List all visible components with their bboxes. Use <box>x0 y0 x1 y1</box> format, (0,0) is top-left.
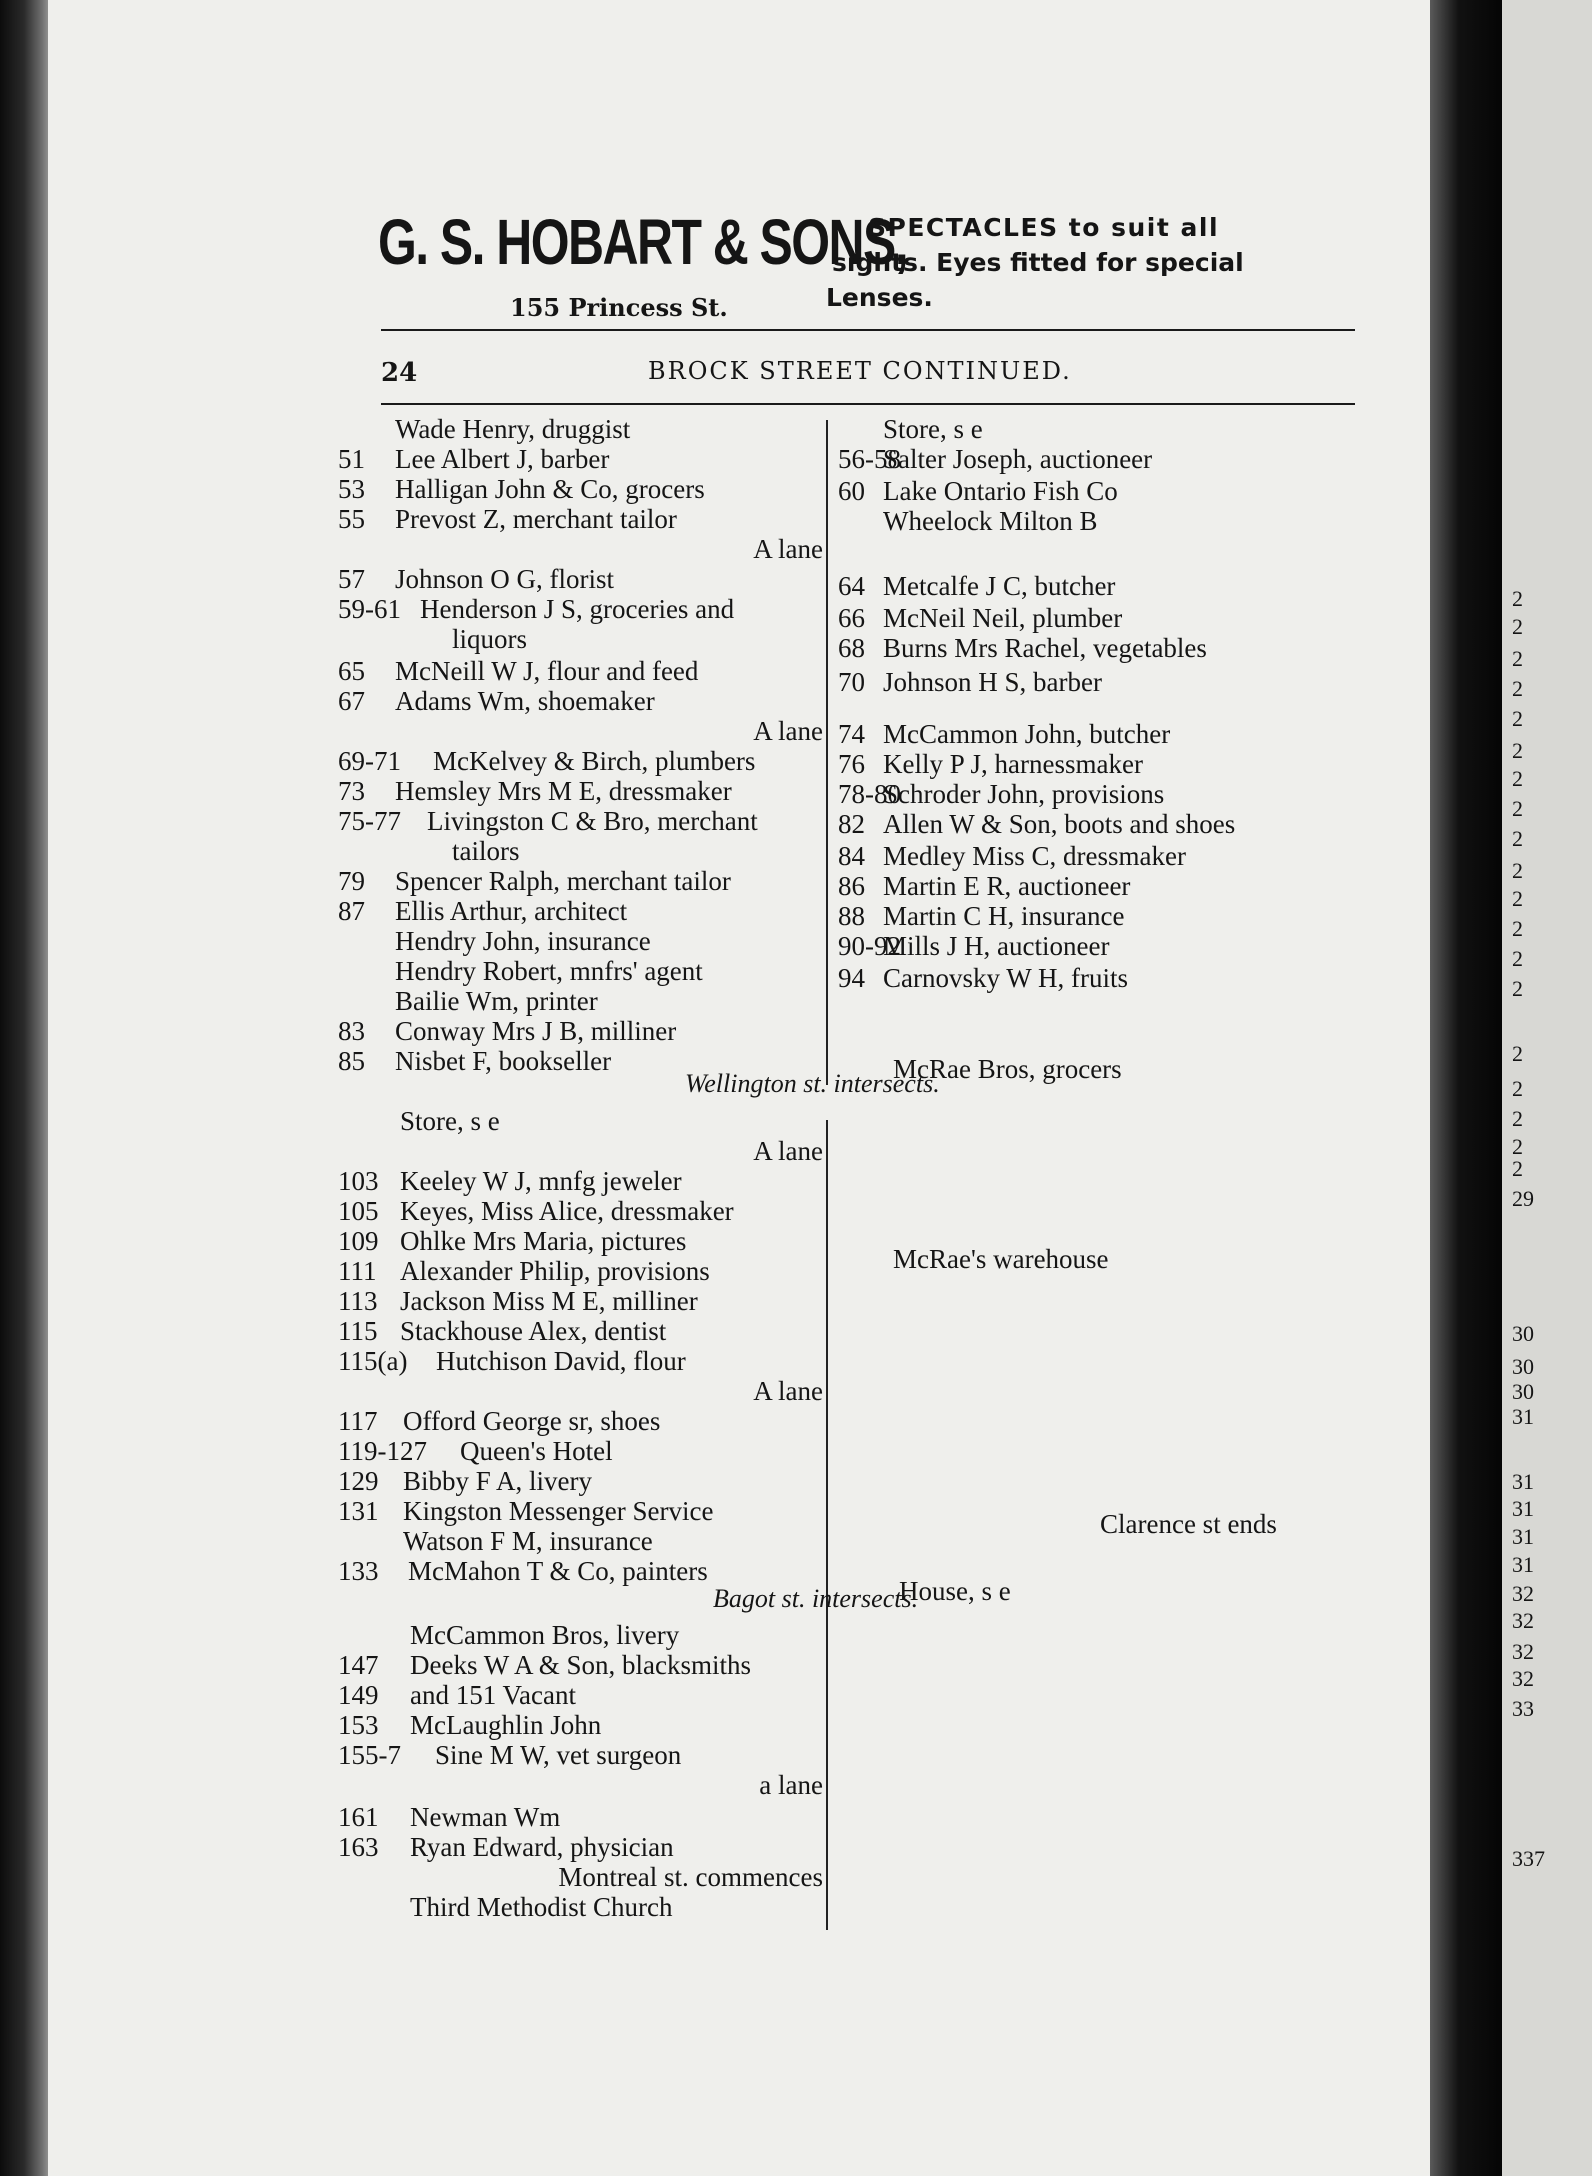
street-number: 115(a) <box>338 1346 408 1376</box>
left-directory-entry <box>338 1710 602 1740</box>
occupant-name: Ohlke Mrs Maria, pictures <box>400 1226 687 1256</box>
occupant-name: McRae Bros, grocers <box>893 1054 1122 1084</box>
adjacent-page-number-fragment: 2 <box>1512 706 1523 731</box>
adjacent-page-number-fragment: 2 <box>1512 1156 1523 1181</box>
occupant-name: Jackson Miss M E, milliner <box>400 1286 698 1316</box>
left-directory-entry <box>410 1892 672 1922</box>
street-number: 86 <box>838 871 865 901</box>
street-number: 129 <box>338 1466 379 1496</box>
street-number: 68 <box>838 633 865 663</box>
occupant-name: Johnson H S, barber <box>883 667 1102 697</box>
street-number: 76 <box>838 749 865 779</box>
street-number: 66 <box>838 603 865 633</box>
street-number: 55 <box>338 504 365 534</box>
left-directory-entry <box>338 474 705 504</box>
left-directory-entry <box>338 896 628 926</box>
occupant-name: Salter Joseph, auctioneer <box>883 444 1153 474</box>
adjacent-page-number-fragment: 2 <box>1512 946 1523 971</box>
occupant-name: Hemsley Mrs M E, dressmaker <box>395 776 732 806</box>
adjacent-page-number-fragment: 2 <box>1512 646 1523 671</box>
occupant-name: Conway Mrs J B, milliner <box>395 1016 677 1046</box>
right-directory-entry <box>838 476 1118 506</box>
occupant-name: McKelvey & Birch, plumbers <box>433 746 756 776</box>
occupant-name: McNeill W J, flour and feed <box>395 656 699 686</box>
left-directory-entry <box>338 776 732 806</box>
left-directory-entry <box>400 1106 500 1136</box>
street-number: 65 <box>338 656 365 686</box>
occupant-name: Johnson O G, florist <box>395 564 615 594</box>
left-directory-entry <box>338 444 610 474</box>
running-title: BROCK STREET CONTINUED. <box>648 357 1072 385</box>
street-number: 59-61 <box>338 594 401 624</box>
occupant-name: Hendry Robert, mnfrs' agent <box>395 956 703 986</box>
adjacent-page-number-fragment: 29 <box>1512 1186 1534 1211</box>
left-directory-entry <box>338 564 615 594</box>
adjacent-page-number-fragment: 31 <box>1512 1469 1534 1494</box>
left-directory-entry <box>338 1466 593 1496</box>
adjacent-page-number-fragment: 2 <box>1512 586 1523 611</box>
adjacent-page-number-fragment: 33 <box>1512 1696 1534 1721</box>
right-directory-entry <box>838 779 1165 809</box>
occupant-name: Ryan Edward, physician <box>410 1832 674 1862</box>
adjacent-page-number-fragment: 2 <box>1512 1041 1523 1066</box>
street-number: 70 <box>838 667 865 697</box>
occupant-name: liquors <box>452 624 528 654</box>
street-number: 147 <box>338 1650 379 1680</box>
adjacent-page-number-fragment: 2 <box>1512 1076 1523 1101</box>
adjacent-page-number-fragment: 31 <box>1512 1404 1534 1429</box>
occupant-name: Kingston Messenger Service <box>403 1496 714 1526</box>
left-directory-entry <box>395 414 630 444</box>
right-directory-entry <box>883 414 983 444</box>
intersection-label: Wellington st. intersects. <box>685 1069 940 1098</box>
street-number: 79 <box>338 866 365 896</box>
occupant-name: Deeks W A & Son, blacksmiths <box>410 1650 752 1680</box>
occupant-name: Martin E R, auctioneer <box>883 871 1131 901</box>
occupant-name: Henderson J S, groceries and <box>420 594 735 624</box>
left-directory-entry <box>452 836 520 866</box>
occupant-name: Wheelock Milton B <box>883 506 1098 536</box>
occupant-name: Sine M W, vet surgeon <box>435 1740 682 1770</box>
occupant-name: Hendry John, insurance <box>395 926 651 956</box>
street-number: 105 <box>338 1196 379 1226</box>
left-directory-entry <box>759 1770 823 1800</box>
left-directory-entry <box>338 1166 682 1196</box>
street-number: 51 <box>338 444 365 474</box>
column-divider <box>826 1120 828 1590</box>
street-number: 131 <box>338 1496 379 1526</box>
occupant-name: Watson F M, insurance <box>403 1526 653 1556</box>
adjacent-page-number-fragment: 337 <box>1512 1846 1545 1871</box>
street-number: 75-77 <box>338 806 401 836</box>
street-number: 85 <box>338 1046 365 1076</box>
ad-tagline-line-1: SPECTACLES to suit all <box>868 213 1220 242</box>
right-directory-entry <box>838 901 1125 931</box>
occupant-name: A lane <box>753 534 823 564</box>
left-directory-entry <box>338 504 677 534</box>
ad-tagline-line-3: Lenses. <box>826 283 933 312</box>
occupant-name: House, s e <box>899 1576 1011 1606</box>
occupant-name: Burns Mrs Rachel, vegetables <box>883 633 1207 663</box>
street-number: 149 <box>338 1680 379 1710</box>
occupant-name: Metcalfe J C, butcher <box>883 571 1116 601</box>
street-number: 90-92 <box>838 931 901 961</box>
left-directory-entry <box>338 1016 677 1046</box>
street-number: 82 <box>838 809 865 839</box>
street-number: 78-80 <box>838 779 901 809</box>
left-directory-entry <box>338 806 758 836</box>
left-directory-entry <box>452 624 527 654</box>
street-number: 94 <box>838 963 865 993</box>
adjacent-page-number-fragment: 2 <box>1512 858 1523 883</box>
ad-tagline-line-2: sights. Eyes fitted for special <box>832 248 1244 277</box>
adjacent-page-number-fragment: 2 <box>1512 886 1523 911</box>
adjacent-page-edge <box>1502 0 1592 2176</box>
right-directory-entry <box>838 667 1102 697</box>
left-directory-entry <box>395 956 703 986</box>
right-directory-entry <box>838 571 1116 601</box>
occupant-name: McNeil Neil, plumber <box>883 603 1123 633</box>
adjacent-page-number-fragment: 2 <box>1512 796 1523 821</box>
adjacent-page-number-fragment: 32 <box>1512 1639 1534 1664</box>
occupant-name: Schroder John, provisions <box>883 779 1165 809</box>
page-number: 24 <box>381 358 418 388</box>
left-directory-entry <box>395 926 651 956</box>
column-divider <box>826 1590 828 1930</box>
right-directory-entry <box>838 603 1123 633</box>
street-number: 119-127 <box>338 1436 427 1466</box>
occupant-name: Store, s e <box>883 414 983 444</box>
occupant-name: Alexander Philip, provisions <box>400 1256 710 1286</box>
right-directory-entry <box>883 506 1097 536</box>
occupant-name: Mills J H, auctioneer <box>883 931 1110 961</box>
left-directory-entry <box>338 1046 612 1076</box>
occupant-name: Nisbet F, bookseller <box>395 1046 612 1076</box>
occupant-name: a lane <box>759 1770 823 1800</box>
intersection-label: Bagot st. intersects. <box>713 1584 919 1613</box>
left-directory-entry <box>338 1496 714 1526</box>
occupant-name: Martin C H, insurance <box>883 901 1125 931</box>
street-number: 73 <box>338 776 365 806</box>
left-directory-entry <box>338 746 756 776</box>
occupant-name: Livingston C & Bro, merchant <box>427 806 758 836</box>
left-directory-entry <box>338 1740 682 1770</box>
left-directory-entry <box>753 1376 823 1406</box>
left-directory-entry <box>338 1226 687 1256</box>
right-directory-entry <box>838 841 1186 871</box>
adjacent-page-number-fragment: 2 <box>1512 614 1523 639</box>
occupant-name: Store, s e <box>400 1106 500 1136</box>
occupant-name: Keyes, Miss Alice, dressmaker <box>400 1196 734 1226</box>
adjacent-page-number-fragment: 32 <box>1512 1608 1534 1633</box>
left-directory-entry <box>395 986 598 1016</box>
left-directory-entry <box>558 1862 823 1892</box>
adjacent-page-number-fragment: 2 <box>1512 976 1523 1001</box>
right-directory-entry <box>838 444 1153 474</box>
occupant-name: Third Methodist Church <box>410 1892 673 1922</box>
left-directory-entry <box>338 1256 710 1286</box>
occupant-name: Bailie Wm, printer <box>395 986 598 1016</box>
street-number: 111 <box>338 1256 377 1286</box>
adjacent-page-number-fragment: 2 <box>1512 1106 1523 1131</box>
left-directory-entry <box>338 1680 576 1710</box>
occupant-name: Medley Miss C, dressmaker <box>883 841 1186 871</box>
street-number: 161 <box>338 1802 379 1832</box>
occupant-name: Wade Henry, druggist <box>395 414 631 444</box>
street-number: 56-58 <box>838 444 901 474</box>
column-divider <box>826 420 828 1085</box>
occupant-name: and 151 Vacant <box>410 1680 576 1710</box>
left-directory-entry <box>753 716 823 746</box>
left-directory-entry <box>338 1436 613 1466</box>
occupant-name: Bibby F A, livery <box>403 1466 593 1496</box>
right-directory-entry <box>838 749 1143 779</box>
occupant-name: McMahon T & Co, painters <box>408 1556 708 1586</box>
occupant-name: Keeley W J, mnfg jeweler <box>400 1166 682 1196</box>
adjacent-page-number-fragment: 2 <box>1512 826 1523 851</box>
header-top-rule <box>381 329 1355 331</box>
street-number: 155-7 <box>338 1740 401 1770</box>
right-directory-entry <box>838 871 1131 901</box>
occupant-name: Halligan John & Co, grocers <box>395 474 705 504</box>
left-directory-entry <box>338 1286 698 1316</box>
adjacent-page-number-fragment: 2 <box>1512 1134 1523 1159</box>
left-directory-entry <box>338 594 735 624</box>
occupant-name: A lane <box>753 716 823 746</box>
left-directory-entry <box>338 1802 561 1832</box>
occupant-name: Carnovsky W H, fruits <box>883 963 1128 993</box>
street-number: 133 <box>338 1556 379 1586</box>
occupant-name: Lee Albert J, barber <box>395 444 610 474</box>
occupant-name: Offord George sr, shoes <box>403 1406 661 1436</box>
left-directory-entry <box>338 656 699 686</box>
adjacent-page-number-fragment: 2 <box>1512 766 1523 791</box>
occupant-name: A lane <box>753 1136 823 1166</box>
left-directory-entry <box>753 534 823 564</box>
right-directory-entry <box>1100 1509 1277 1539</box>
right-directory-entry <box>838 633 1207 663</box>
occupant-name: Kelly P J, harnessmaker <box>883 749 1143 779</box>
adjacent-page-number-fragment: 2 <box>1512 676 1523 701</box>
adjacent-page-number-fragment: 32 <box>1512 1581 1534 1606</box>
adjacent-page-number-fragment: 32 <box>1512 1666 1534 1691</box>
left-directory-entry <box>338 1406 661 1436</box>
occupant-name: Prevost Z, merchant tailor <box>395 504 677 534</box>
occupant-name: A lane <box>753 1376 823 1406</box>
book-gutter <box>1430 0 1502 2176</box>
occupant-name: McRae's warehouse <box>893 1244 1109 1274</box>
right-directory-entry <box>838 963 1128 993</box>
left-directory-entry <box>338 1832 674 1862</box>
left-directory-entry <box>338 1346 686 1376</box>
street-number: 53 <box>338 474 365 504</box>
left-directory-entry <box>338 1556 708 1586</box>
street-number: 83 <box>338 1016 365 1046</box>
adjacent-page-number-fragment: 31 <box>1512 1552 1534 1577</box>
street-number: 109 <box>338 1226 379 1256</box>
occupant-name: Adams Wm, shoemaker <box>395 686 655 716</box>
street-number: 74 <box>838 719 865 749</box>
street-number: 117 <box>338 1406 378 1436</box>
adjacent-page-number-fragment: 31 <box>1512 1496 1534 1521</box>
occupant-name: tailors <box>452 836 520 866</box>
occupant-name: Clarence st ends <box>1100 1509 1277 1539</box>
occupant-name: Ellis Arthur, architect <box>395 896 628 926</box>
occupant-name: McCammon John, butcher <box>883 719 1171 749</box>
adjacent-page-number-fragment: 30 <box>1512 1379 1534 1404</box>
street-number: 64 <box>838 571 865 601</box>
right-directory-entry <box>893 1244 1109 1274</box>
left-directory-entry <box>410 1620 679 1650</box>
street-number: 153 <box>338 1710 379 1740</box>
street-number: 88 <box>838 901 865 931</box>
left-directory-entry <box>338 1650 752 1680</box>
occupant-name: Allen W & Son, boots and shoes <box>883 809 1236 839</box>
adjacent-page-number-fragment: 31 <box>1512 1524 1534 1549</box>
occupant-name: Hutchison David, flour <box>436 1346 686 1376</box>
street-number: 67 <box>338 686 365 716</box>
street-number: 60 <box>838 476 865 506</box>
occupant-name: McCammon Bros, livery <box>410 1620 680 1650</box>
left-directory-entry <box>753 1136 823 1166</box>
adjacent-page-number-fragment: 2 <box>1512 916 1523 941</box>
occupant-name: Stackhouse Alex, dentist <box>400 1316 667 1346</box>
street-number: 84 <box>838 841 865 871</box>
street-number: 69-71 <box>338 746 401 776</box>
left-directory-entry <box>338 686 655 716</box>
street-number: 57 <box>338 564 365 594</box>
header-bottom-rule <box>381 403 1355 405</box>
left-directory-entry <box>403 1526 653 1556</box>
right-directory-entry <box>838 809 1236 839</box>
left-directory-entry <box>338 1196 734 1226</box>
street-number: 163 <box>338 1832 379 1862</box>
advertiser-name: G. S. HOBART & SONS, <box>378 206 908 278</box>
occupant-name: Newman Wm <box>410 1802 561 1832</box>
right-directory-entry <box>838 931 1110 961</box>
street-number: 103 <box>338 1166 379 1196</box>
street-number: 87 <box>338 896 365 926</box>
occupant-name: Spencer Ralph, merchant tailor <box>395 866 731 896</box>
adjacent-page-number-fragment: 30 <box>1512 1354 1534 1379</box>
right-directory-entry <box>838 719 1171 749</box>
street-number: 115 <box>338 1316 378 1346</box>
adjacent-page-number-fragment: 30 <box>1512 1321 1534 1346</box>
advertiser-address: 155 Princess St. <box>510 293 728 322</box>
occupant-name: Montreal st. commences <box>558 1862 823 1892</box>
occupant-name: McLaughlin John <box>410 1710 602 1740</box>
occupant-name: Lake Ontario Fish Co <box>883 476 1118 506</box>
street-number: 113 <box>338 1286 378 1316</box>
adjacent-page-number-fragment: 2 <box>1512 738 1523 763</box>
left-directory-entry <box>338 1316 667 1346</box>
directory-page <box>48 0 1440 2176</box>
left-directory-entry <box>338 866 731 896</box>
occupant-name: Queen's Hotel <box>460 1436 613 1466</box>
